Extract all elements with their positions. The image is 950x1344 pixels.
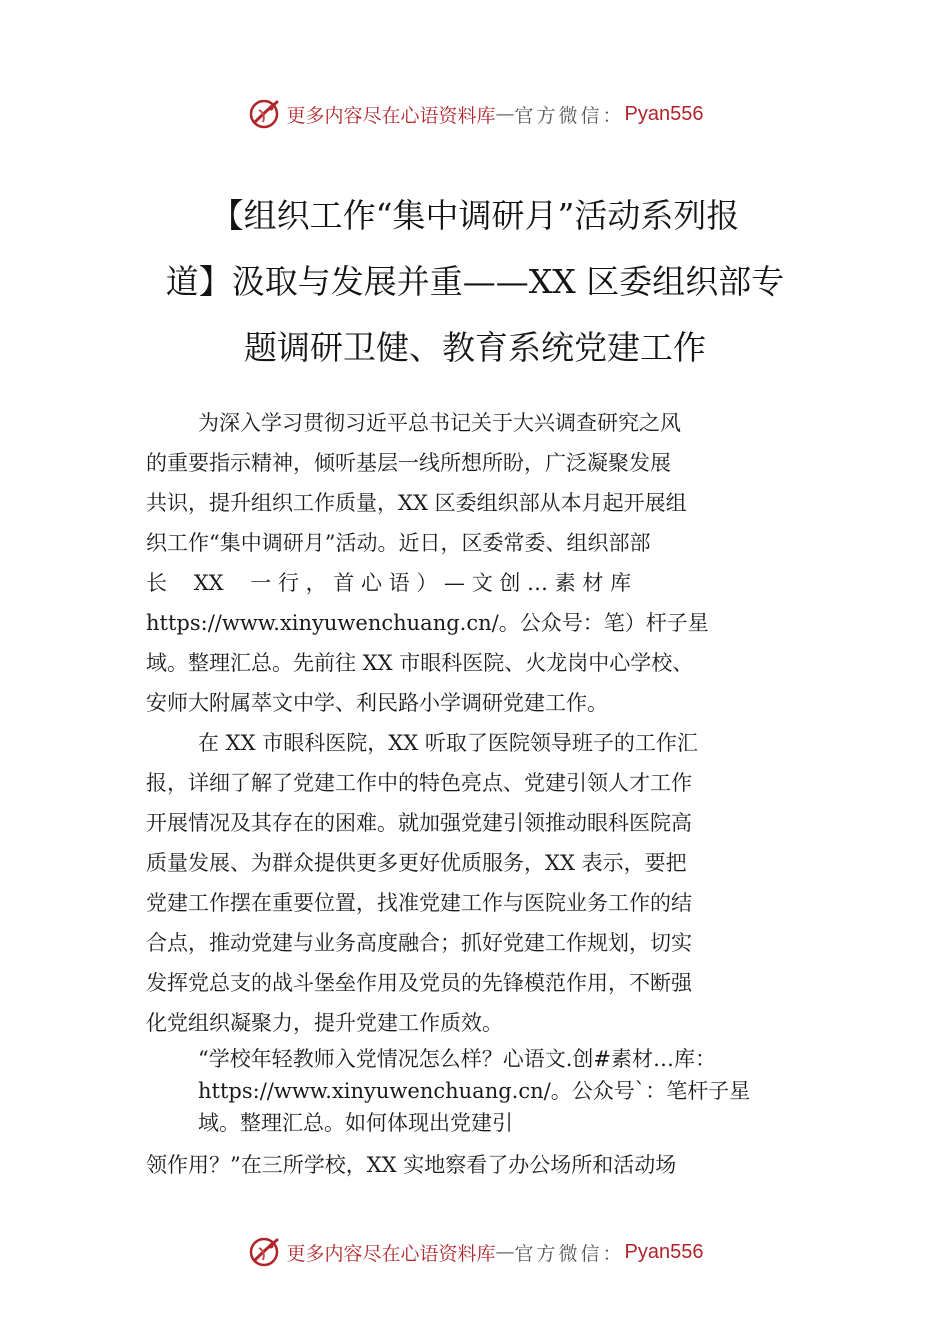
text-line: 长 XX 一 行 ， 首 心 语 ） — 文 创 … 素 材 库: [146, 571, 632, 595]
document-body: [146, 403, 810, 1185]
text-line: 党建工作摆在重要位置，找准党建工作与医院业务工作的结: [146, 891, 692, 915]
text-line: 发挥党总支的战斗堡垒作用及党员的先锋模范作用，不断强: [146, 971, 692, 995]
banner-wechat-id: Pyan556: [624, 1240, 704, 1263]
text-line: 的重要指示精神，倾听基层一线所想所盼，广泛凝聚发展: [146, 451, 671, 475]
brush-logo-icon: [247, 1234, 283, 1270]
text-line: 在 XX 市眼科医院，XX 听取了医院领导班子的工作汇: [198, 731, 698, 755]
title-line: 题调研卫健、教育系统党建工作: [244, 328, 706, 367]
title-line: 【组织工作“集中调研月”活动系列报: [210, 196, 740, 235]
text-line: 化党组织凝聚力，提升党建工作质效。: [146, 1011, 503, 1035]
watermark-banner-top: [0, 94, 950, 134]
text-line: “学校年轻教师入党情况怎么样？心语文.创#素材…库：: [198, 1047, 717, 1071]
banner-separator: —: [495, 1241, 515, 1263]
document-title: [130, 183, 820, 381]
banner-wechat-id: Pyan556: [624, 102, 704, 125]
text-line: 共识，提升组织工作质量，XX 区委组织部从本月起开展组: [146, 491, 687, 515]
paragraph-2: [146, 723, 810, 1043]
banner-wechat-label: 官方微信：: [514, 104, 625, 127]
text-line: 域。整理汇总。先前往 XX 市眼科医院、火龙岗中心学校、: [146, 651, 694, 675]
text-line: 域。整理汇总。如何体现出党建引: [198, 1111, 513, 1135]
banner-wechat-label: 官方微信：: [514, 1242, 625, 1265]
text-line: https://www.xinyuwenchuang.cn/。公众号：笔）杆子星: [146, 611, 709, 635]
text-line: 开展情况及其存在的困难。就加强党建引领推动眼科医院高: [146, 811, 692, 835]
banner-text: 更多内容尽在心语资料库: [286, 1242, 496, 1265]
text-line: 质量发展、为群众提供更多更好优质服务，XX 表示，要把: [146, 851, 687, 875]
text-line: 安师大附属萃文中学、利民路小学调研党建工作。: [146, 691, 608, 715]
text-line: 报，详细了解了党建工作中的特色亮点、党建引领人才工作: [146, 771, 692, 795]
title-line: 道】汲取与发展并重——XX 区委组织部专: [165, 262, 785, 301]
paragraph-1: [146, 403, 810, 723]
text-line: 合点，推动党建与业务高度融合；抓好党建工作规划，切实: [146, 931, 692, 955]
banner-separator: —: [495, 103, 515, 125]
banner-text: 更多内容尽在心语资料库: [286, 104, 496, 127]
paragraph-3: [146, 1145, 810, 1185]
quote-block: [146, 1043, 810, 1139]
brush-logo-icon: [247, 96, 283, 132]
text-line: 领作用？”在三所学校，XX 实地察看了办公场所和活动场: [146, 1153, 677, 1177]
watermark-banner-bottom: [0, 1232, 950, 1272]
text-line: 织工作“集中调研月”活动。近日，区委常委、组织部部: [146, 531, 651, 555]
text-line: https://www.xinyuwenchuang.cn/。公众号`：笔杆子星: [198, 1079, 751, 1103]
text-line: 为深入学习贯彻习近平总书记关于大兴调查研究之风: [198, 411, 681, 435]
